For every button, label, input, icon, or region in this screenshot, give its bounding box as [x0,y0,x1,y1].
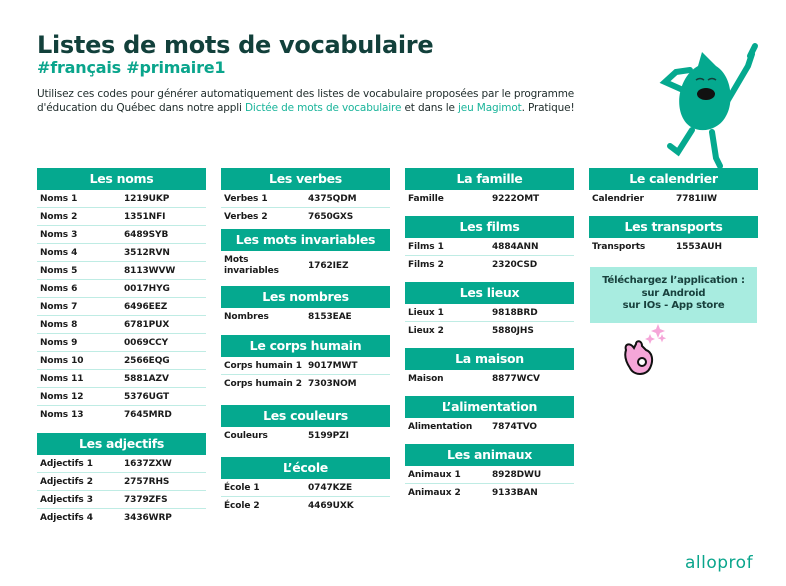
link-dictee-app[interactable]: Dictée de mots de vocabulaire [245,102,402,114]
row-code: 8153EAE [308,312,352,322]
list-item [221,308,390,326]
section-title: Le calendrier [589,168,758,190]
list-item [221,427,390,445]
row-code: 4884ANN [492,241,539,252]
alloprof-logo: alloprof [685,553,754,573]
section-title: Les mots invariables [221,229,390,251]
section-noms [37,168,206,424]
row-code: 0747KZE [308,482,352,493]
row-label: Noms 6 [40,283,78,294]
row-code: 9222OMT [492,194,540,204]
download-app-box [590,267,757,323]
list-item [37,244,206,262]
spacer [405,274,574,282]
column-1 [37,168,206,527]
spacer [405,208,574,216]
row-code: 7379ZFS [124,494,168,505]
row-code: 7650GXS [308,212,354,222]
row-code: 7645MRD [124,410,172,420]
download-ios-link[interactable]: sur IOs - App store [622,300,725,311]
column-2 [221,168,390,515]
row-code: 1351NFI [124,211,166,222]
intro-part1: Utilisez ces codes pour générer automatiquement des listes de vocabulaire proposées par le programme d'éducation du Québec dans notre appli [37,88,575,114]
list-item [405,484,574,502]
spacer [37,424,206,433]
list-item [589,190,758,208]
row-label: Noms 13 [40,410,84,420]
spacer [405,388,574,396]
row-label: Noms 5 [40,265,78,276]
column-4 [589,168,758,256]
row-code: 5199PZI [308,431,349,441]
row-code: 1219UKP [124,193,170,204]
section-title: La maison [405,348,574,370]
section-title: Le corps humain [221,335,390,357]
section-lieux [405,282,574,340]
row-label: Corps humain 1 [224,360,302,371]
spacer [589,208,758,216]
list-item [405,304,574,322]
row-label: Films 2 [408,260,444,270]
row-label: Nombres [224,312,269,322]
section-title: L’école [221,457,390,479]
section-famille [405,168,574,208]
row-label: Noms 12 [40,391,84,402]
row-code: 7874TVO [492,422,537,432]
row-label: Corps humain 2 [224,379,302,389]
spacer [221,326,390,335]
row-code: 0069CCY [124,337,169,348]
row-label: Lieux 2 [408,326,444,336]
list-item [37,370,206,388]
row-label: Adjectifs 3 [40,494,93,505]
row-code: 9818BRD [492,307,538,318]
list-item [37,334,206,352]
section-title: Les couleurs [221,405,390,427]
list-item [37,473,206,491]
section-mots-invariables [221,229,390,281]
section-couleurs [221,405,390,445]
row-label: Noms 1 [40,193,78,204]
list-item [221,479,390,497]
row-label: Animaux 2 [408,488,461,498]
list-item [37,262,206,280]
section-animaux [405,444,574,502]
row-code: 7303NOM [308,379,357,389]
section-title: Les nombres [221,286,390,308]
row-label: Noms 10 [40,355,84,366]
row-code: 8928DWU [492,469,542,480]
list-item [37,406,206,424]
intro-part3: . Pratique! [521,102,575,114]
list-item [37,208,206,226]
list-item [405,466,574,484]
row-code: 1762IEZ [308,260,349,271]
row-code: 0017HYG [124,283,170,294]
section-transports [589,216,758,256]
section-title: Les adjectifs [37,433,206,455]
intro-text [37,87,637,115]
list-item [221,357,390,375]
row-label: Lieux 1 [408,307,444,318]
row-code: 8113WVW [124,265,176,276]
list-item [405,256,574,274]
row-code: 1637ZXW [124,458,172,469]
section-title: Les animaux [405,444,574,466]
list-item [221,251,390,281]
row-code: 2757RHS [124,476,170,487]
row-label: Animaux 1 [408,469,461,480]
section-title: Les noms [37,168,206,190]
row-label: Films 1 [408,241,444,252]
list-item [221,190,390,208]
row-code: 2566EQG [124,355,170,366]
row-code: 9017MWT [308,360,358,371]
row-label: Maison [408,374,444,384]
list-item [37,316,206,334]
list-item [589,238,758,256]
row-label: Noms 4 [40,247,78,258]
hashtags: #français #primaire1 [37,58,226,77]
row-label: Transports [592,242,646,252]
row-code: 6496EEZ [124,301,168,312]
download-android-link[interactable]: sur Android [641,287,706,299]
list-item [37,226,206,244]
list-item [405,190,574,208]
list-item [37,455,206,473]
row-label: Adjectifs 2 [40,476,93,487]
list-item [221,497,390,515]
row-code: 3512RVN [124,247,170,258]
section-films [405,216,574,274]
row-code: 4375QDM [308,193,357,204]
list-item [221,375,390,393]
row-label: Noms 11 [40,373,84,384]
row-label: Noms 2 [40,211,78,222]
row-label: Verbes 2 [224,212,268,222]
section-title: La famille [405,168,574,190]
list-item [37,352,206,370]
list-item [37,388,206,406]
row-code: 8877WCV [492,374,540,384]
row-code: 5376UGT [124,391,170,402]
section-title: Les verbes [221,168,390,190]
section-ecole [221,457,390,515]
row-label: Noms 9 [40,337,78,348]
row-code: 2320CSD [492,260,538,270]
row-code: 6781PUX [124,319,170,330]
list-item [405,418,574,436]
row-label: École 2 [224,501,260,511]
list-item [405,322,574,340]
spacer [221,445,390,457]
list-item [405,370,574,388]
column-3 [405,168,574,502]
intro-part2: et dans le [401,102,459,114]
list-item [37,280,206,298]
section-title: Les lieux [405,282,574,304]
row-code: 6489SYB [124,229,169,240]
section-title: Les transports [589,216,758,238]
section-title: L’alimentation [405,396,574,418]
row-label: Noms 7 [40,301,78,312]
list-item [37,190,206,208]
download-title: Téléchargez l’application : [602,275,745,286]
list-item [37,298,206,316]
section-verbes [221,168,390,226]
list-item [221,208,390,226]
list-item [405,238,574,256]
spacer [221,393,390,405]
spacer [405,340,574,348]
row-label: Verbes 1 [224,193,268,204]
section-maison [405,348,574,388]
row-label: Noms 8 [40,319,78,330]
row-label: Adjectifs 4 [40,513,93,523]
row-code: 5880JHS [492,326,534,336]
row-code: 7781IIW [676,194,717,204]
row-label: Alimentation [408,422,473,432]
spacer [405,436,574,444]
section-calendrier [589,168,758,208]
mascot-illustration [640,40,770,170]
section-adjectifs [37,433,206,527]
row-code: 1553AUH [676,242,722,252]
row-code: 4469UXK [308,501,354,511]
row-code: 9133BAN [492,488,538,498]
section-title: Les films [405,216,574,238]
row-label: Noms 3 [40,229,78,240]
list-item [37,509,206,527]
page-title: Listes de mots de vocabulaire [37,31,434,59]
row-label: École 1 [224,482,260,493]
row-label: Adjectifs 1 [40,458,93,469]
link-magimot-game[interactable]: jeu Magimot [458,102,522,114]
section-nombres [221,286,390,326]
row-label: Famille [408,194,444,204]
section-corps-humain [221,335,390,393]
row-code: 5881AZV [124,373,169,384]
row-code: 3436WRP [124,513,172,523]
section-alimentation [405,396,574,436]
row-label: Mots invariables [224,255,279,276]
ok-hand-icon [620,320,670,380]
row-label: Couleurs [224,431,268,441]
list-item [37,491,206,509]
row-label: Calendrier [592,194,644,204]
